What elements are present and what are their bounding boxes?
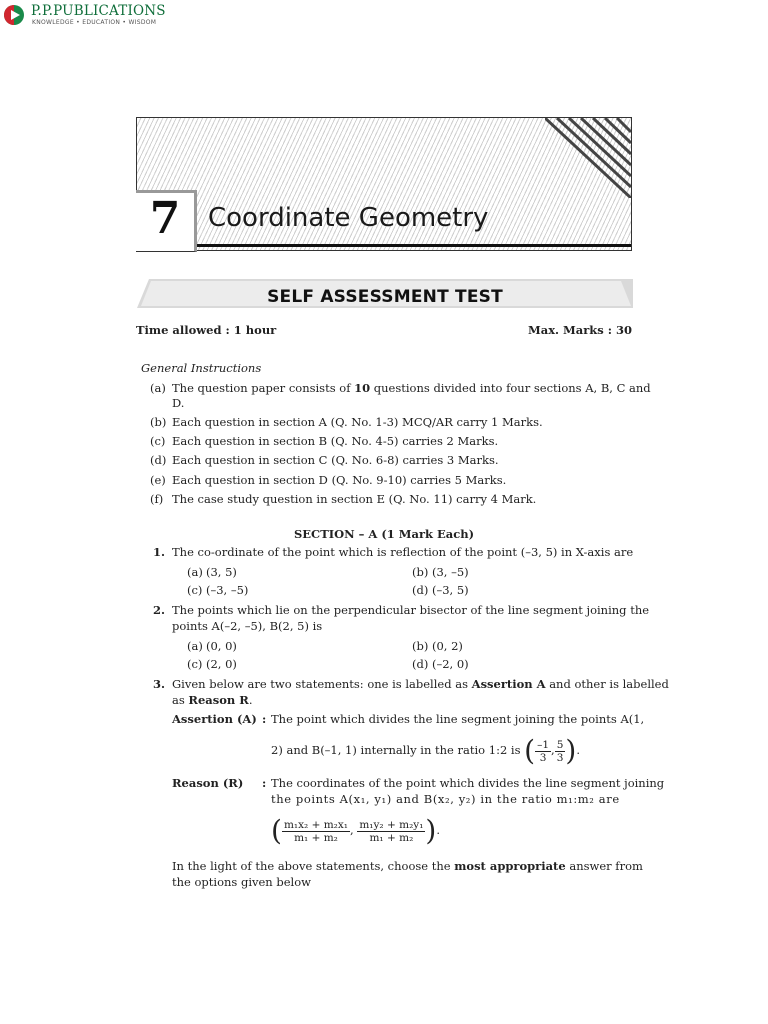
formula-x-fraction: $\frac{\text{m₁x₂ + m₂x₁}}{\text{m₁ + m₂}}$: [283, 818, 349, 844]
question-text: The co-ordinate of the point which is reflection of the point (–3, 5) in X-axis are: [172, 545, 634, 559]
left-paren: (: [524, 734, 536, 767]
chapter-rule: [197, 244, 631, 247]
assertion-separator: :: [262, 712, 267, 726]
option-value: (0, 0): [206, 639, 237, 653]
instruction-item: Each question in section D (Q. No. 9-10) carries 5 Marks.: [172, 473, 507, 487]
instruction-item: Each question in section A (Q. No. 1-3) MCQ/AR carry 1 Marks.: [172, 415, 543, 429]
instruction-tag: (c): [150, 434, 166, 448]
closing-text: In the light of the above statements, choose the most appropriate answer from: [172, 859, 643, 873]
publisher-tagline: KNOWLEDGE • EDUCATION • WISDOM: [32, 19, 157, 26]
instruction-tag: (f): [150, 492, 164, 506]
chapter-title: Coordinate Geometry: [208, 203, 489, 233]
publisher-name: P.P.PUBLICATIONS: [31, 3, 166, 19]
right-paren: ): [425, 814, 437, 847]
instruction-item: Each question in section C (Q. No. 6-8) carries 3 Marks.: [172, 453, 499, 467]
section-formula: ( $\frac{\text{m₁x₂ + m₂x₁}}{\text{m₁ + m₂}}$ , $\frac{\text{m₁y₂ + m₂y₁}}{\text{m₁ + m₂}}$ ) .: [271, 814, 441, 847]
option-tag: (d): [412, 657, 429, 671]
option-tag: (c): [187, 583, 203, 597]
instruction-tag: (a): [150, 381, 166, 395]
instruction-item: Each question in section B (Q. No. 4-5) carries 2 Marks.: [172, 434, 499, 448]
assertion-fraction-y: $\frac{5}{3}$: [556, 738, 564, 764]
closing-text-continued: the options given below: [172, 875, 311, 889]
option-value: (–2, 0): [432, 657, 469, 671]
instruction-item-continued: D.: [172, 396, 185, 410]
reason-text: The coordinates of the point which divides the line segment joining: [271, 776, 665, 790]
play-logo-icon: [4, 5, 24, 25]
option-tag: (a): [187, 639, 203, 653]
reason-label: Reason (R): [172, 776, 244, 790]
instruction-tag: (e): [150, 473, 166, 487]
instruction-item: The question paper consists of 10 questions divided into four sections A, B, C and: [172, 381, 651, 395]
question-text-continued: as Reason R.: [172, 693, 253, 707]
formula-y-fraction: $\frac{\text{m₁y₂ + m₂y₁}}{\text{m₁ + m₂}}$: [359, 818, 424, 844]
instructions-heading: General Instructions: [141, 361, 262, 375]
option-tag: (a): [187, 565, 203, 579]
option-value: (0, 2): [432, 639, 463, 653]
max-marks: Max. Marks : 30: [528, 323, 632, 337]
assertion-text: The point which divides the line segment joining the points A(1,: [271, 712, 645, 726]
option-value: (3, 5): [206, 565, 237, 579]
right-paren: ): [565, 734, 577, 767]
assertion-fraction-x: $\frac{-1}{3}$: [537, 738, 550, 764]
instruction-item: The case study question in section E (Q. No. 11) carry 4 Mark.: [172, 492, 537, 506]
instruction-tag: (b): [150, 415, 167, 429]
banner-title: SELF ASSESSMENT TEST: [267, 287, 503, 307]
question-number: 2.: [153, 603, 166, 617]
assertion-label: Assertion (A): [172, 712, 257, 726]
option-value: (–3, –5): [206, 583, 249, 597]
question-number: 1.: [153, 545, 166, 559]
assertion-text-continued: 2) and B(–1, 1) internally in the ratio 1:2 is ( $\frac{-1}{3}$ , $\frac{5}{3}$ ) .: [271, 734, 580, 767]
instruction-tag: (d): [150, 453, 167, 467]
publisher-logo: [4, 3, 164, 27]
option-tag: (b): [412, 639, 429, 653]
question-number: 3.: [153, 677, 166, 691]
corner-stripes-decoration: [545, 118, 631, 198]
time-allowed: Time allowed : 1 hour: [136, 323, 277, 337]
section-heading: SECTION – A (1 Mark Each): [293, 527, 475, 541]
question-text: Given below are two statements: one is labelled as Assertion A and other is labelled: [172, 677, 669, 691]
option-tag: (c): [187, 657, 203, 671]
left-paren: (: [271, 814, 282, 847]
option-tag: (d): [412, 583, 429, 597]
question-text-continued: points A(–2, –5), B(2, 5) is: [172, 619, 323, 633]
option-value: (3, –5): [432, 565, 469, 579]
reason-text-continued: the points A(x₁, y₁) and B(x₂, y₂) in the ratio m₁:m₂ are: [271, 792, 620, 806]
chapter-number: 7: [149, 193, 181, 244]
question-text: The points which lie on the perpendicular bisector of the line segment joining the: [172, 603, 650, 617]
option-value: (2, 0): [206, 657, 237, 671]
reason-separator: :: [262, 776, 267, 790]
option-tag: (b): [412, 565, 429, 579]
option-value: (–3, 5): [432, 583, 469, 597]
